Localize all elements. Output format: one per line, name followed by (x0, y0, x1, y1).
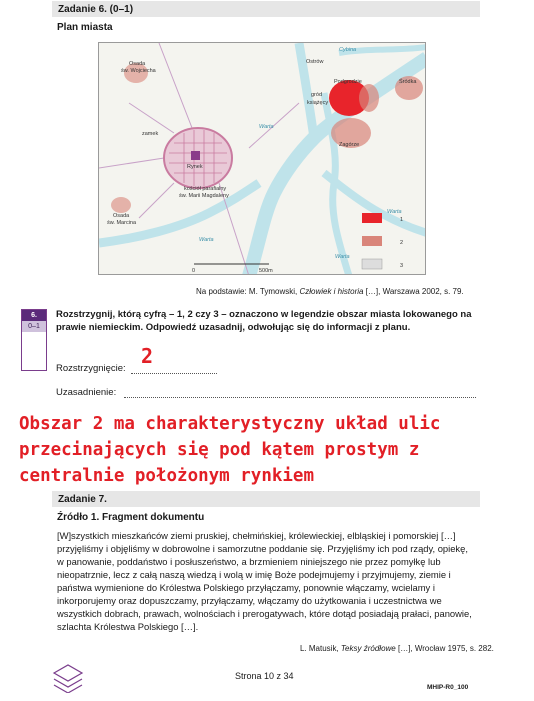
map-svg (99, 43, 426, 275)
market-square (191, 151, 200, 160)
page-number: Strona 10 z 34 (235, 671, 294, 681)
river-north (299, 43, 314, 138)
label-cybina: Cybina (339, 47, 357, 53)
label-rynek: Rynek (187, 164, 203, 170)
label-srodka: Śródka (399, 79, 417, 85)
settlement-marcin-area (111, 197, 131, 213)
label-warta-1: Warta (259, 124, 274, 130)
task6-header: Zadanie 6. (0–1) (52, 1, 480, 17)
source-text: [W]szystkich mieszkańców ziemi pruskiej, chełmińskiej, królewieckiej, elbląskiej i pomorskiej […] przyjęliśmy i objęliśmy w dobrowolne i samorzutne poddanie się. Przyjęliśmy ich pod rządy, opiekę, w panowanie, poddaństwo i posłuszeństwo, a brzmieniem niniejszego nie przez pomyłkę lub nieopatrznie, lecz z całą naszą wiedzą i wolą w imię Boże podejmujemy i przyjmujemy, ziemie i państwa wymienione do Królestwa Polskiego przyłączamy, ponownie włączamy, wcielamy i inkorporujemy oraz dopuszczamy, przyłączamy, włączamy do użytkowania i uczestnictwa we wszystkich dobrach, prawach, wolnościach i prerogatywach, które dotąd posiadają prałaci, panowie, szlachta Królestwa Polskiego […]. (57, 530, 472, 632)
map-title: Plan miasta (57, 22, 113, 33)
source-citation (300, 644, 494, 653)
scale-500: 500m (259, 268, 273, 274)
label-ostrow: Ostrów (306, 59, 324, 65)
label-osada-wojciech: Osada (129, 61, 146, 67)
source-title: Źródło 1. Fragment dokumentu (57, 512, 205, 523)
label-ksiazecy: książęcy (307, 100, 329, 106)
label-grod: gród (311, 92, 323, 98)
resolve-label: Rozstrzygnięcie: (56, 363, 126, 374)
label-zagorze: Zagórze (339, 142, 360, 148)
label-zamek: zamek (142, 131, 159, 137)
caption-prefix: Na podstawie: M. Tymowski, (196, 287, 300, 296)
podgrodzie-area (359, 84, 379, 112)
caption-title: Człowiek i historia (299, 287, 364, 296)
legend-swatch-1 (362, 213, 382, 223)
caption-suffix: […], Warszawa 2002, s. 79. (363, 287, 464, 296)
legend-label-1: 1 (400, 217, 404, 223)
label-warta-4: Warta (387, 209, 402, 215)
legend-swatch-2 (362, 236, 382, 246)
task6-question: Rozstrzygnij, którą cyfrą – 1, 2 czy 3 – oznaczono w legendzie obszar miasta lokowanego na prawie niemieckim. Odpowiedź uzasadnij, odwołując się do informacji z planu. (56, 309, 472, 333)
task-points: 0–1 (22, 321, 46, 332)
river-east (324, 173, 426, 233)
legend-swatch-3 (362, 259, 382, 269)
justify-label: Uzasadnienie: (56, 387, 117, 398)
label-warta-3: Warta (335, 254, 350, 260)
label-podgrodzie: Podgrodzie (334, 79, 362, 85)
scale-zero: 0 (192, 268, 196, 274)
justify-line (124, 397, 476, 398)
label-osada-marcin-2: św. Marcina (107, 220, 137, 226)
label-osada-wojciech-2: św. Wojciecha (121, 68, 156, 74)
exam-code: MHIP-R0_100 (427, 684, 469, 691)
map-caption (196, 287, 464, 296)
resolve-line (131, 373, 217, 374)
resolve-answer[interactable]: 2 (141, 344, 154, 368)
cke-logo-icon (50, 661, 86, 693)
citation-prefix: L. Matusik, (300, 644, 341, 653)
city-plan-map (98, 42, 426, 275)
citation-suffix: […], Wrocław 1975, s. 282. (395, 644, 494, 653)
label-kosciol-2: św. Marii Magdaleny (179, 193, 229, 199)
label-kosciol-1: kościół parafialny (184, 186, 227, 192)
label-osada-marcin: Osada (113, 213, 130, 219)
legend-label-3: 3 (400, 263, 404, 269)
legend-label-2: 2 (400, 240, 404, 246)
task6-points-box (21, 309, 47, 371)
task7-header: Zadanie 7. (52, 491, 480, 507)
citation-title: Teksy źródłowe (340, 644, 396, 653)
task-number: 6. (22, 310, 46, 321)
label-warta-2: Warta (199, 237, 214, 243)
justify-answer[interactable]: Obszar 2 ma charakterystyczny układ ulic przecinających się pod kątem prostym z centralnie położonym rynkiem (19, 414, 441, 486)
